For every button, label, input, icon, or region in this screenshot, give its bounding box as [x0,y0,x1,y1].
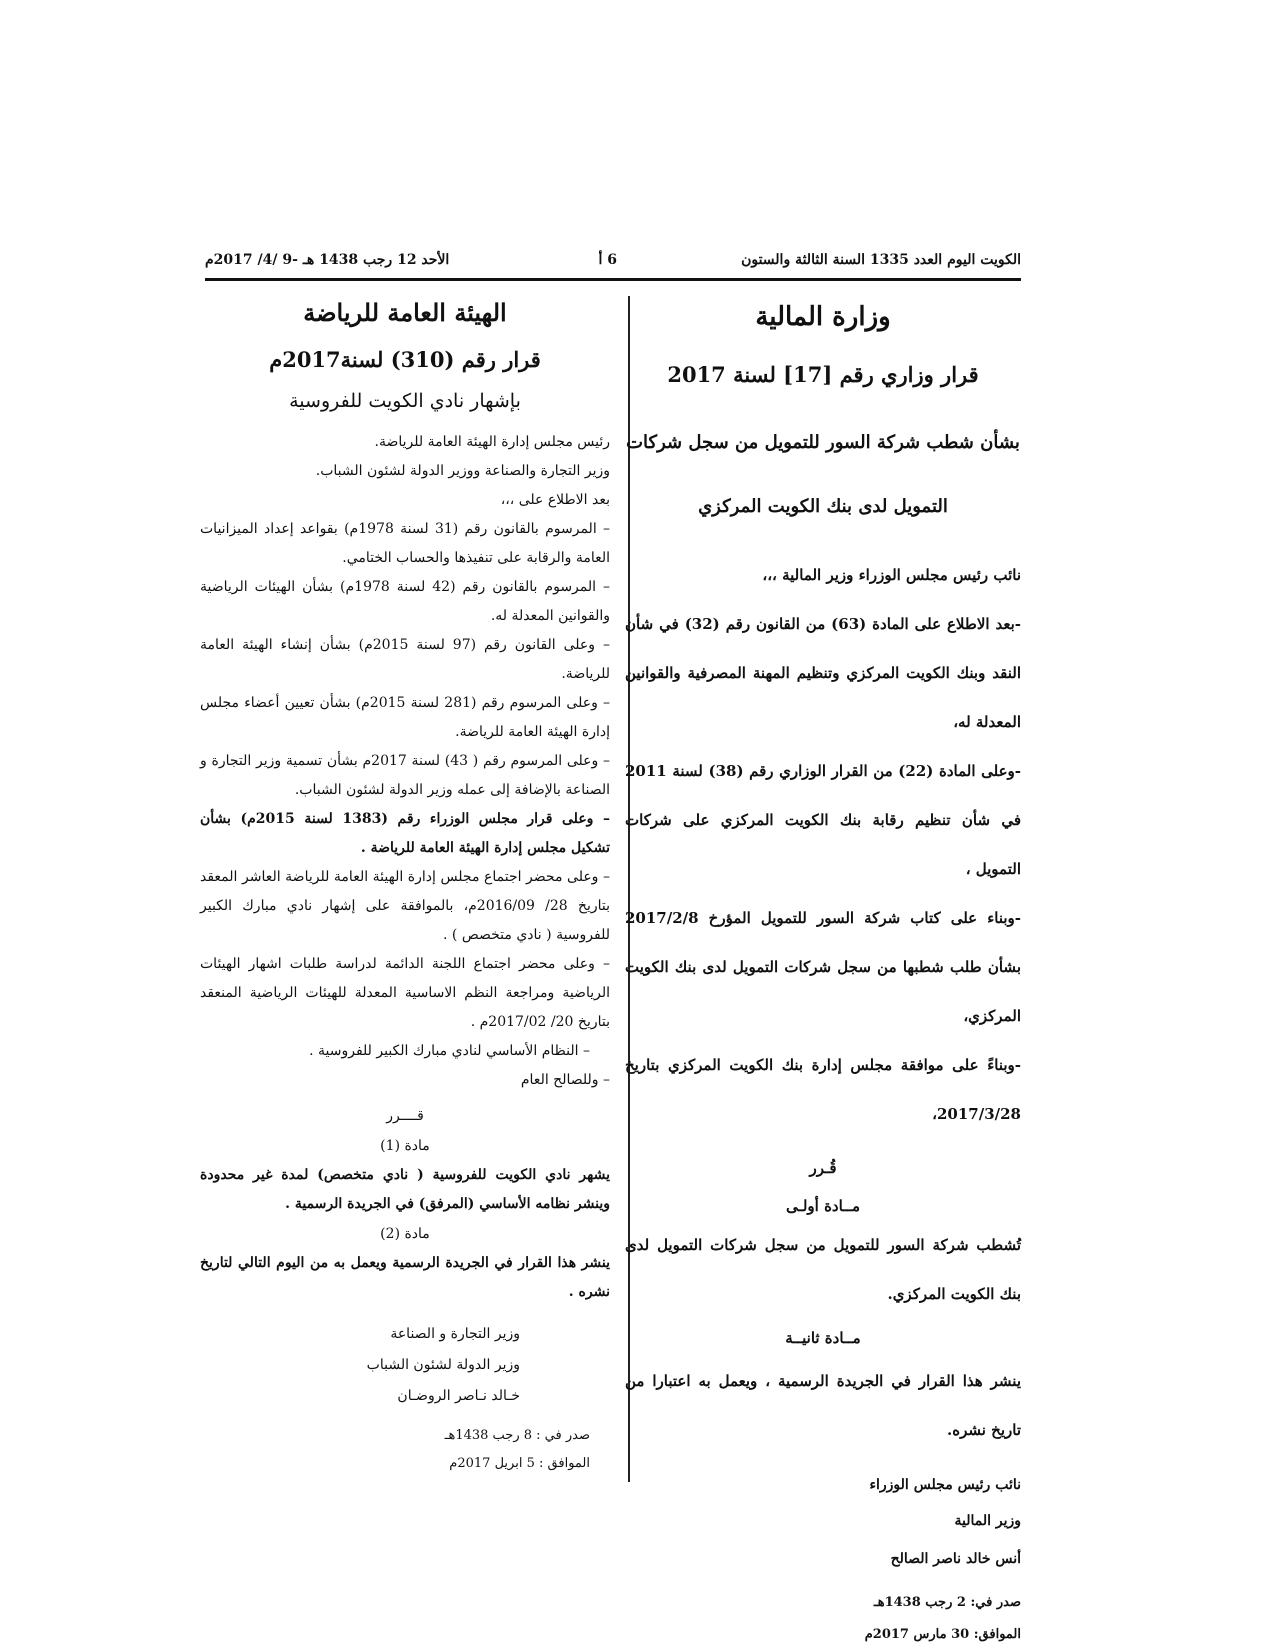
preamble-line: – وعلى قرار مجلس الوزراء رقم (1383 لسنة 2015م) بشأن تشكيل مجلس إدارة الهيئة العامة للرياضة . [200,811,610,856]
corresponding-date: الموافق : 5 ابريل 2017م [449,1456,590,1471]
preamble-paragraph: -وعلى المادة (22) من القرار الوزاري رقم (38) لسنة 2011 في شأن تنظيم رقابة بنك الكويت المركزي على شركات التمويل ، [625,762,1021,878]
preamble-line: – وعلى القانون رقم (97 لسنة 2015م) بشأن إنشاء الهيئة العامة للرياضة. [200,637,611,682]
preamble-line: بعد الاطلاع على ،،، [500,492,610,508]
article-2-title: مــادة ثانيــة [785,1329,861,1347]
corresponding-date: الموافق: 30 مارس 2017م [864,1627,1021,1642]
sports-decree-column [200,296,610,1478]
signatory-name: أنس خالد ناصر الصالح [890,1551,1021,1567]
issued-date: صدر في: 2 رجب 1438هـ [873,1595,1021,1610]
preamble-line: – المرسوم بالقانون رقم (42 لسنة 1978م) بشأن الهيئات الرياضية والقوانين المعدلة له. [200,579,611,624]
preamble-line: – وعلى المرسوم رقم ( 43) لسنة 2017م بشأن تسمية وزير التجارة و الصناعة بالإضافة إلى عمله وزير الدولة لشئون الشباب. [200,753,610,798]
decree-title: قرار رقم (310) لسنة2017م [269,347,541,372]
signature-title: وزير الدولة لشئون الشباب [366,1357,520,1373]
finance-decree-column [625,296,1021,1651]
article-2-title: مادة (2) [380,1226,430,1242]
decided-heading: قُـرر [809,1159,837,1177]
article-2-text: ينشر هذا القرار في الجريدة الرسمية ويعمل به من اليوم التالي لتاريخ نشره . [200,1255,610,1300]
ministry-title: وزارة المالية [755,302,891,332]
article-1-title: مــادة أولـى [785,1197,861,1215]
preamble-line: – وعلى محضر اجتماع اللجنة الدائمة لدراسة طلبات اشهار الهيئات الرياضية ومراجعة النظم الاساسية المعدلة للهيئات الرياضية المنعقد بتاريخ 20/ 2017/02م . [200,956,610,1030]
header-date: الأحد 12 رجب 1438 هـ -9 /4/ 2017م [205,252,450,268]
preamble-line: – النظام الأساسي لنادي مبارك الكبير للفروسية . [309,1043,590,1059]
article-2-text: ينشر هذا القرار في الجريدة الرسمية ، ويعمل به اعتبارا من تاريخ نشره. [625,1372,1021,1439]
preamble-line: – وعلى المرسوم رقم (281 لسنة 2015م) بشأن تعيين أعضاء مجلس إدارة الهيئة العامة للرياضة. [200,695,611,740]
preamble-line: رئيس مجلس إدارة الهيئة العامة للرياضة. [374,434,610,450]
page-header [205,252,1021,281]
decree-subject: بإشهار نادي الكويت للفروسية [289,390,521,412]
decree-subject: بشأن شطب شركة السور للتمويل من سجل شركات التمويل لدى بنك الكويت المركزي [626,432,1020,517]
signature-title: وزير التجارة و الصناعة [390,1326,520,1342]
signatory-name: خـالد نـاصر الروضـان [397,1388,520,1404]
preamble-line: – وللصالح العام [520,1072,610,1088]
preamble-paragraph: -وبناءً على موافقة مجلس إدارة بنك الكويت المركزي بتاريخ 2017/3/28، [625,1056,1021,1123]
signature-title: وزير المالية [954,1513,1021,1529]
preamble-paragraph: -بعد الاطلاع على المادة (63) من القانون رقم (32) في شأن النقد وبنك الكويت المركزي وتنظيم المهنة المصرفية والقوانين المعدلة له، [625,615,1021,731]
decree-title: قرار وزاري رقم [17] لسنة 2017 [667,362,979,387]
signature-title: نائب رئيس مجلس الوزراء [869,1477,1021,1493]
article-1-text: يشهر نادي الكويت للفروسية ( نادي متخصص) لمدة غير محدودة وينشر نظامه الأساسي (المرفق) في الجريدة الرسمية . [200,1167,610,1212]
preamble-line: – وعلى محضر اجتماع مجلس إدارة الهيئة العامة للرياضة العاشر المعقد بتاريخ 28/ 2016/09م، بالموافقة على إشهار نادي مبارك الكبير للفروسية ( نادي متخصص ) . [200,869,611,943]
preamble-line: وزير التجارة والصناعة ووزير الدولة لشئون الشباب. [315,463,610,479]
article-1-title: مادة (1) [380,1138,430,1154]
decided-heading: قــــرر [386,1108,424,1124]
header-page-number: 6 أ [598,252,617,268]
article-1-text: تُشطب شركة السور للتمويل من سجل شركات التمويل لدى بنك الكويت المركزي. [625,1236,1021,1303]
preamble-paragraph: -وبناء على كتاب شركة السور للتمويل المؤرخ 2017/2/8 بشأن طلب شطبها من سجل شركات التمويل لدى بنك الكويت المركزي، [625,909,1021,1025]
issued-date: صدر في : 8 رجب 1438هـ [444,1428,590,1443]
preamble-line: – المرسوم بالقانون رقم (31 لسنة 1978م) بقواعد إعداد الميزانيات العامة والرقابة على تنفيذها والحساب الختامي. [200,521,611,566]
issuer-line: نائب رئيس مجلس الوزراء وزير المالية ،،، [762,566,1021,584]
header-issue-info: الكويت اليوم العدد 1335 السنة الثالثة والستون [741,252,1021,268]
agency-title: الهيئة العامة للرياضة [303,298,507,327]
